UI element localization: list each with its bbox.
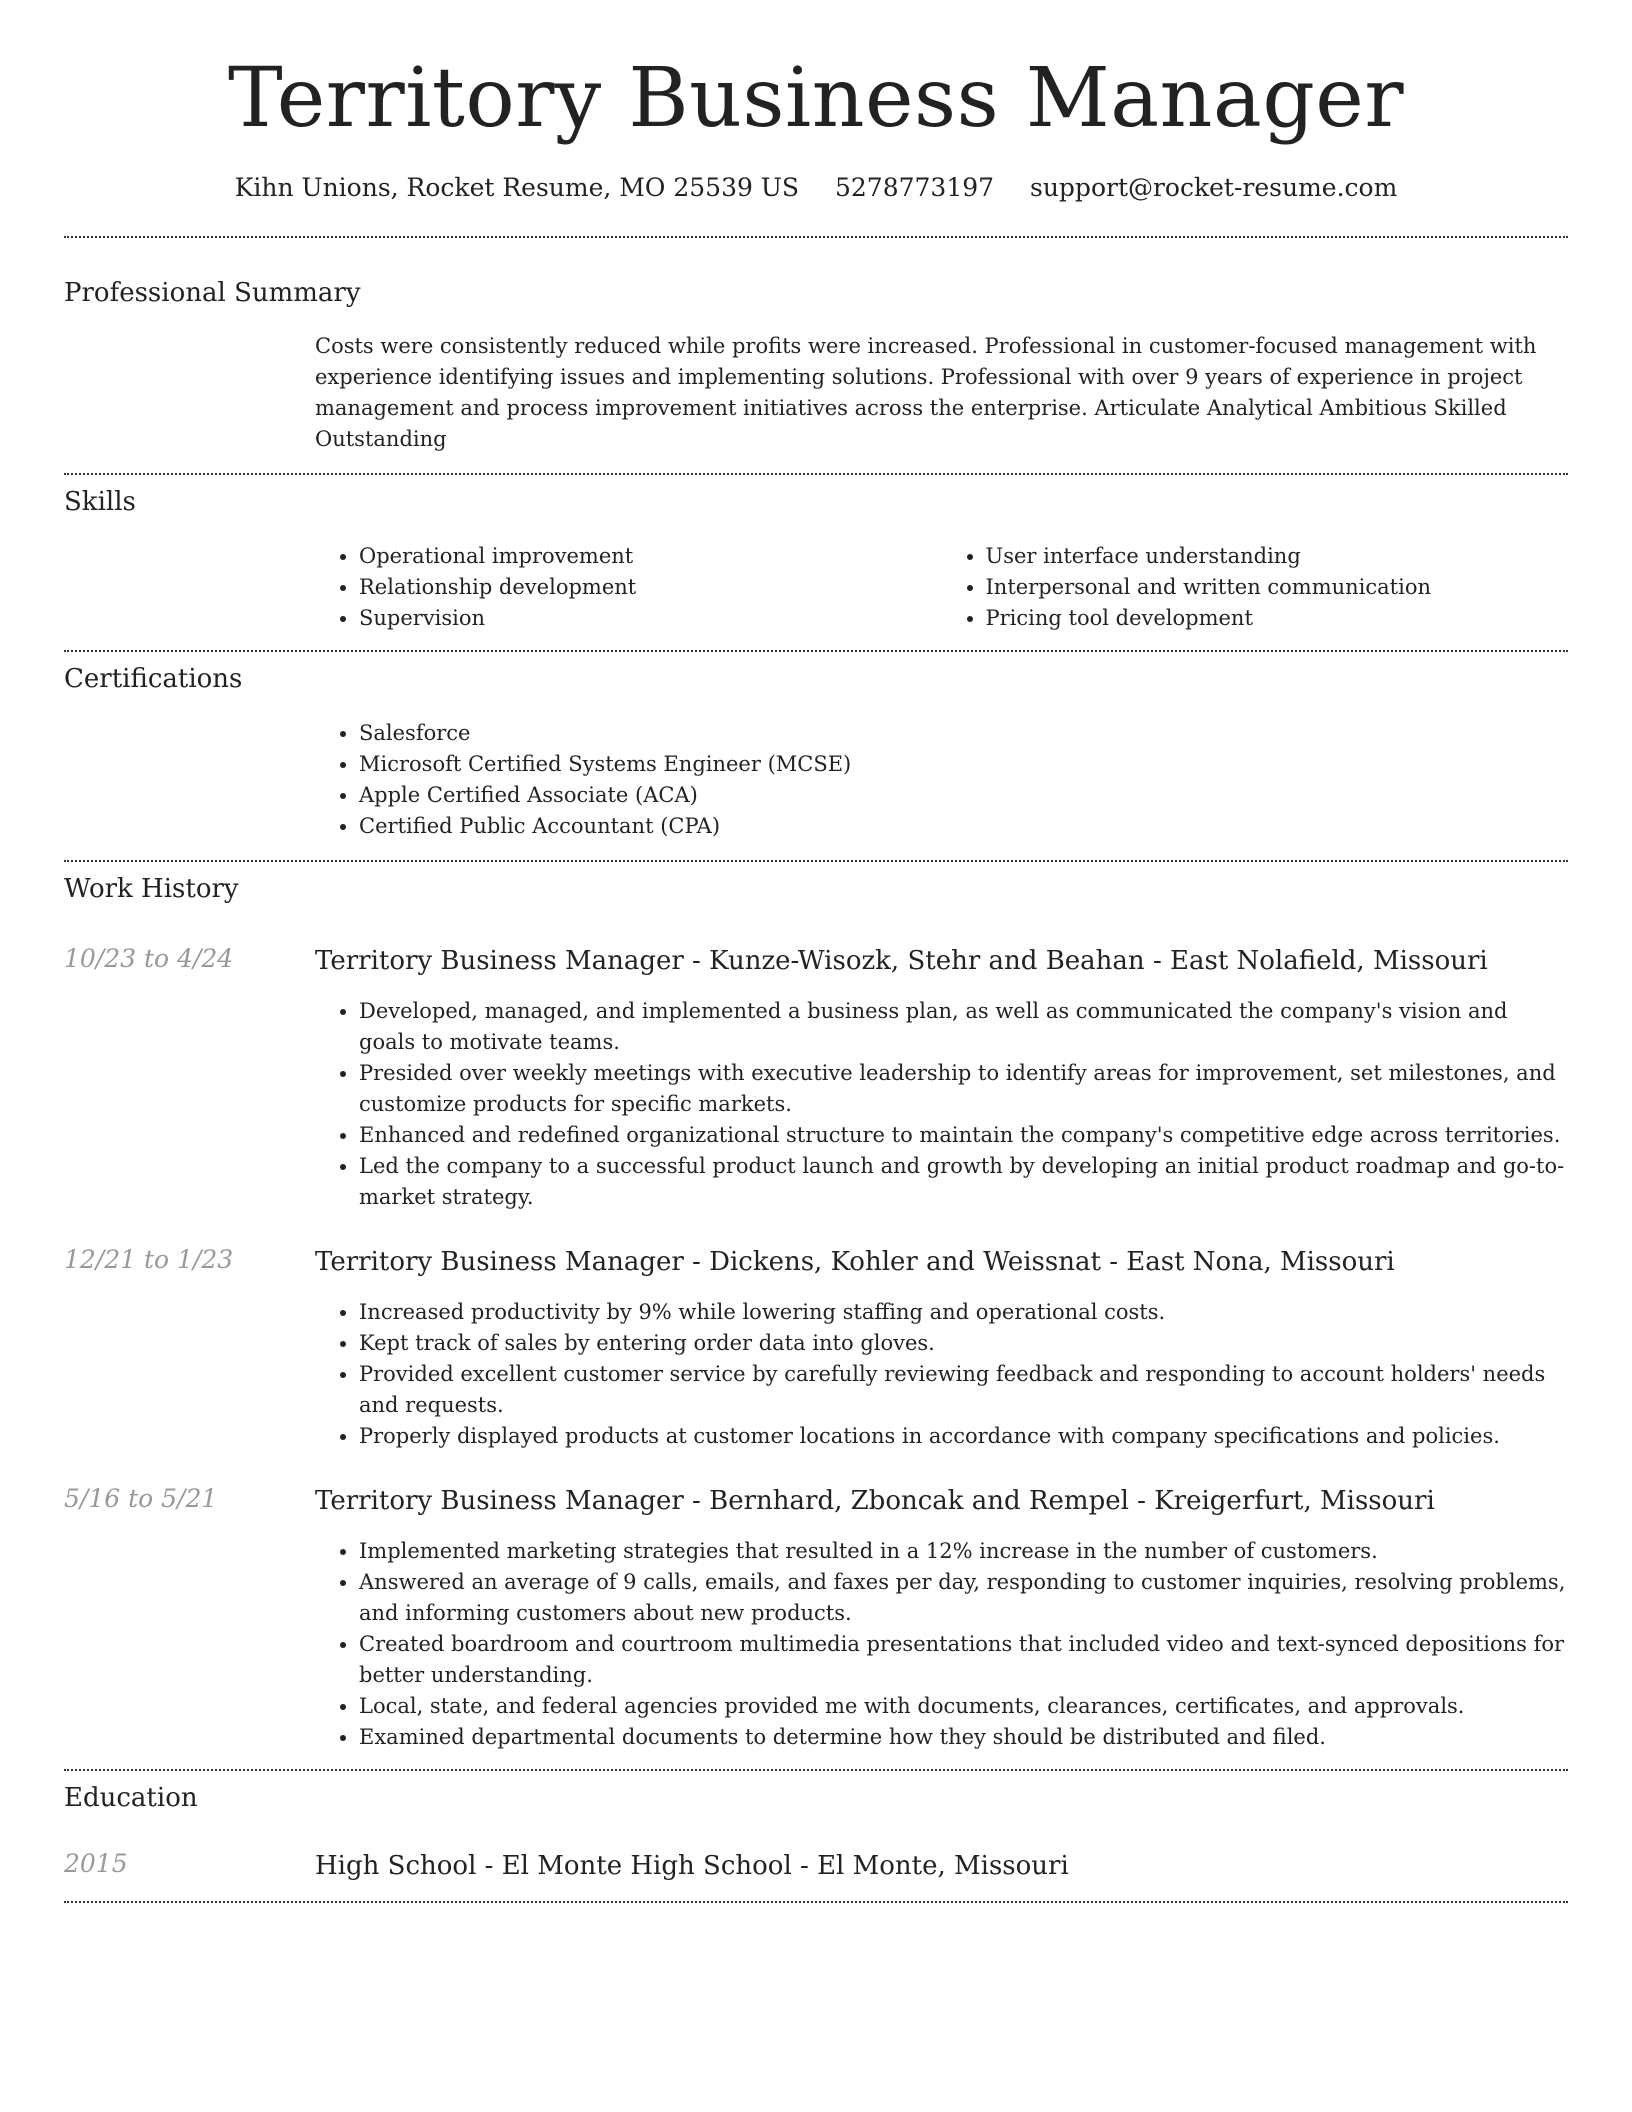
certification-item: • Apple Certified Associate (ACA) — [359, 780, 1568, 811]
job-bullet: • Led the company to a successful product launch and growth by developing an initial product roadmap and go-to-market strategy. — [359, 1151, 1568, 1213]
work-history-heading: Work History — [64, 874, 239, 904]
job-bullets — [315, 1297, 1568, 1452]
job-bullet: • Implemented marketing strategies that resulted in a 12% increase in the number of customers. — [359, 1536, 1568, 1567]
skill-item: • Supervision — [359, 603, 942, 634]
education-year: 2015 — [64, 1849, 128, 1878]
skills-column-right — [942, 541, 1569, 634]
contact-line — [64, 173, 1568, 202]
job-bullet: • Kept track of sales by entering order data into gloves. — [359, 1328, 1568, 1359]
skill-item: • User interface understanding — [986, 541, 1569, 572]
education-entry — [64, 1849, 1568, 1883]
divider — [64, 236, 1568, 238]
education-title: High School - El Monte High School - El Monte, Missouri — [315, 1851, 1069, 1881]
divider — [64, 1769, 1568, 1771]
education-heading: Education — [64, 1783, 198, 1813]
job-bullet: • Presided over weekly meetings with executive leadership to identify areas for improvement, set milestones, and customize products for specific markets. — [359, 1058, 1568, 1120]
job-bullet: • Developed, managed, and implemented a business plan, as well as communicated the company's vision and goals to motivate teams. — [359, 996, 1568, 1058]
job-entry — [64, 944, 1568, 1213]
certifications-heading: Certifications — [64, 664, 243, 694]
job-title: Territory Business Manager - Kunze-Wisozk, Stehr and Beahan - East Nolafield, Missouri — [315, 946, 1488, 976]
divider — [64, 650, 1568, 652]
skill-item: • Operational improvement — [359, 541, 942, 572]
job-entry — [64, 1245, 1568, 1452]
contact-address: Kihn Unions, Rocket Resume, MO 25539 US — [234, 173, 800, 202]
job-bullet: • Enhanced and redefined organizational structure to maintain the company's competitive edge across territories. — [359, 1120, 1568, 1151]
certification-item: • Certified Public Accountant (CPA) — [359, 811, 1568, 842]
job-bullet: • Answered an average of 9 calls, emails, and faxes per day, responding to customer inquiries, resolving problems, and informing customers about new products. — [359, 1567, 1568, 1629]
job-bullets — [315, 996, 1568, 1213]
job-bullet: • Examined departmental documents to determine how they should be distributed and filed. — [359, 1722, 1568, 1753]
contact-phone: 5278773197 — [834, 173, 995, 202]
contact-email: support@rocket-resume.com — [1030, 173, 1398, 202]
divider — [64, 1901, 1568, 1903]
summary-text: Costs were consistently reduced while profits were increased. Professional in customer-focused management with experience identifying issues and implementing solutions. Professional with over 9 years of experience in project management and process improvement initiatives across the enterprise. Articulate Analytical Ambitious Skilled Outstanding — [315, 334, 1537, 451]
job-dates: 5/16 to 5/21 — [64, 1484, 218, 1513]
job-bullets — [315, 1536, 1568, 1753]
job-bullet: • Created boardroom and courtroom multimedia presentations that included video and text-synced depositions for better understanding. — [359, 1629, 1568, 1691]
skill-item: • Interpersonal and written communication — [986, 572, 1569, 603]
job-title: Territory Business Manager - Dickens, Kohler and Weissnat - East Nona, Missouri — [315, 1247, 1395, 1277]
certifications-list — [315, 718, 1568, 842]
divider — [64, 473, 1568, 475]
summary-heading: Professional Summary — [64, 278, 361, 308]
certification-item: • Microsoft Certified Systems Engineer (MCSE) — [359, 749, 1568, 780]
certification-item: • Salesforce — [359, 718, 1568, 749]
job-dates: 12/21 to 1/23 — [64, 1245, 234, 1274]
job-bullet: • Properly displayed products at customer locations in accordance with company specifications and policies. — [359, 1421, 1568, 1452]
job-title: Territory Business Manager - Bernhard, Zboncak and Rempel - Kreigerfurt, Missouri — [315, 1486, 1435, 1516]
job-bullet: • Increased productivity by 9% while lowering staffing and operational costs. — [359, 1297, 1568, 1328]
skill-item: • Relationship development — [359, 572, 942, 603]
job-entry — [64, 1484, 1568, 1753]
skills-heading: Skills — [64, 487, 136, 517]
divider — [64, 860, 1568, 862]
job-bullet: • Provided excellent customer service by carefully reviewing feedback and responding to account holders' needs and requests. — [359, 1359, 1568, 1421]
job-bullet: • Local, state, and federal agencies provided me with documents, clearances, certificates, and approvals. — [359, 1691, 1568, 1722]
resume-name: Territory Business Manager — [227, 51, 1405, 146]
skills-list — [315, 541, 1568, 634]
skills-column-left — [315, 541, 942, 634]
skill-item: • Pricing tool development — [986, 603, 1569, 634]
job-dates: 10/23 to 4/24 — [64, 944, 234, 973]
